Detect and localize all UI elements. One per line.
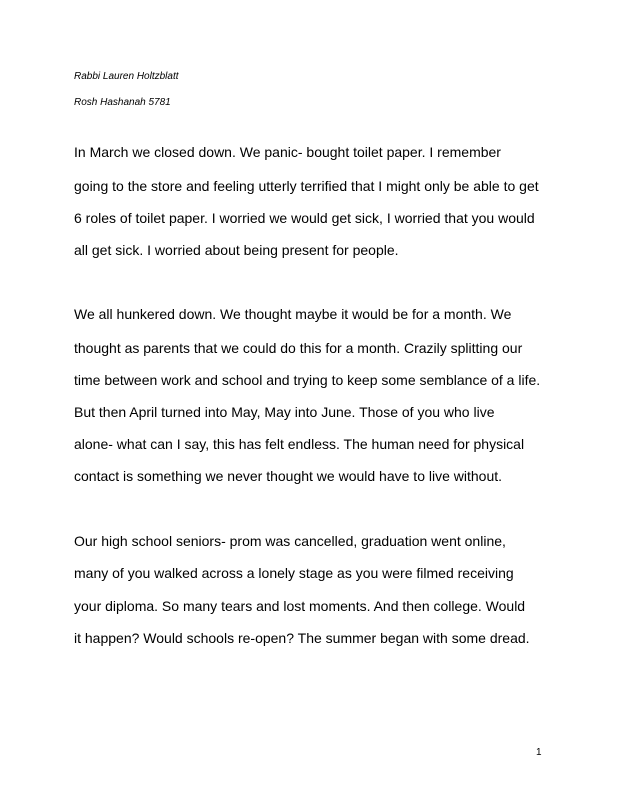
paragraph-2-line-4: But then April turned into May, May into June. Those of you who live <box>74 404 495 420</box>
occasion-line: Rosh Hashanah 5781 <box>74 97 171 108</box>
paragraph-2-line-1: We all hunkered down. We thought maybe it would be for a month. We <box>74 306 512 322</box>
paragraph-2-line-5: alone- what can I say, this has felt endless. The human need for physical <box>74 436 525 452</box>
paragraph-2-line-2: thought as parents that we could do this for a month. Crazily splitting our <box>74 340 523 356</box>
paragraph-3-line-1: Our high school seniors- prom was cancelled, graduation went online, <box>74 533 506 549</box>
paragraph-2-line-6: contact is something we never thought we would have to live without. <box>74 468 503 484</box>
paragraph-3-line-2: many of you walked across a lonely stage as you were filmed receiving <box>74 565 514 581</box>
paragraph-1-line-1: In March we closed down. We panic- bought toilet paper. I remember <box>74 144 501 160</box>
paragraph-2-line-3: time between work and school and trying to keep some semblance of a life. <box>74 372 541 388</box>
paragraph-3-line-3: your diploma. So many tears and lost moments. And then college. Would <box>74 598 526 614</box>
paragraph-1-line-3: 6 roles of toilet paper. I worried we would get sick, I worried that you would <box>74 210 535 226</box>
author-line: Rabbi Lauren Holtzblatt <box>74 71 179 82</box>
paragraph-1-line-4: all get sick. I worried about being present for people. <box>74 242 399 258</box>
paragraph-3-line-4: it happen? Would schools re-open? The summer began with some dread. <box>74 630 530 646</box>
page-number: 1 <box>536 747 542 758</box>
paragraph-1-line-2: going to the store and feeling utterly terrified that I might only be able to get <box>74 178 539 194</box>
